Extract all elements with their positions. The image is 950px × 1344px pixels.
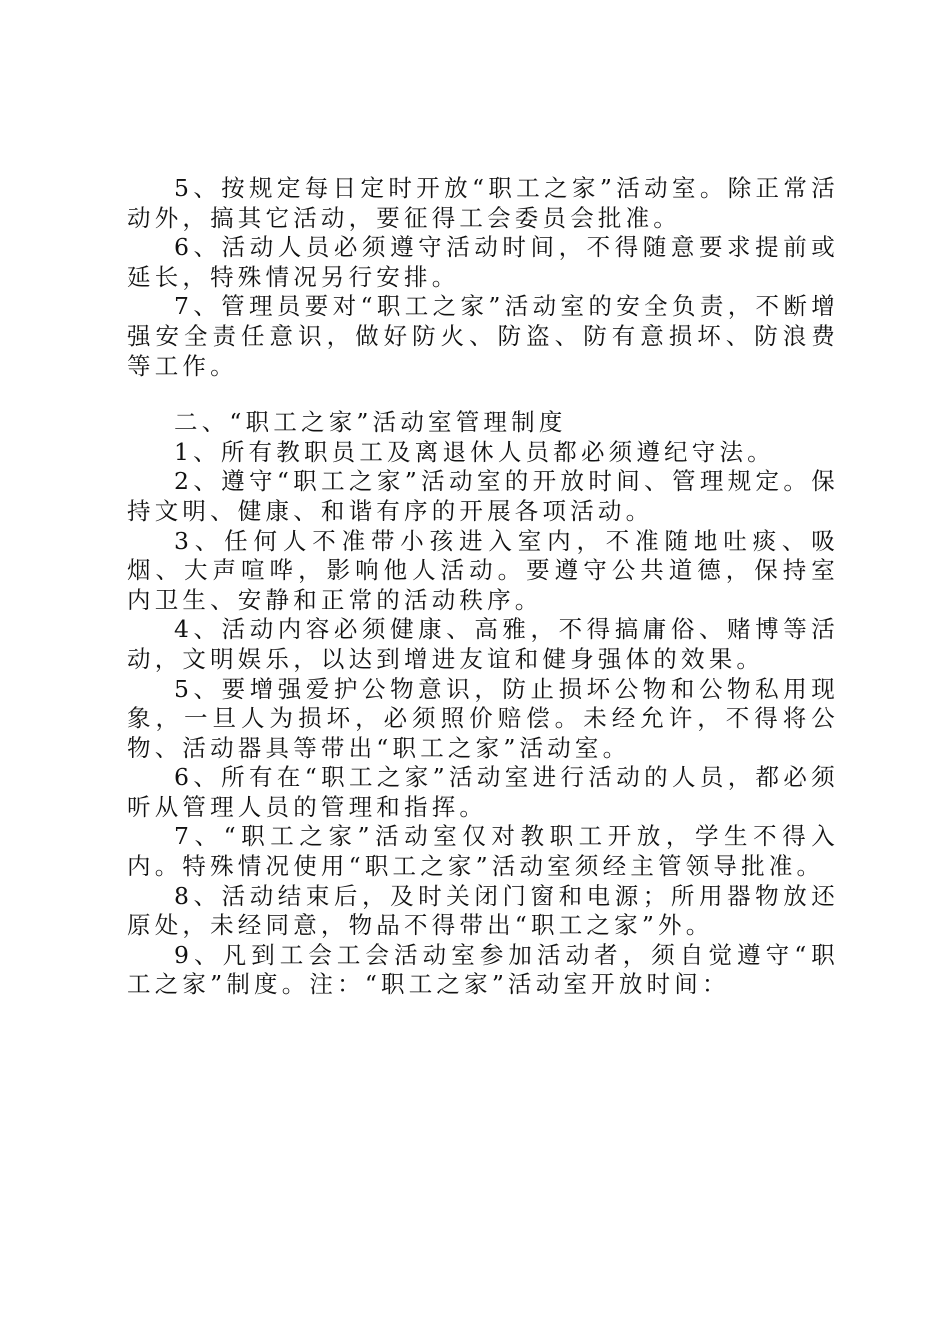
rule-item-6: 6、所有在“职工之家”活动室进行活动的人员，都必须听从管理人员的管理和指挥。 xyxy=(127,763,839,821)
rule-item-7: 7、“职工之家”活动室仅对教职工开放，学生不得入内。特殊情况使用“职工之家”活动室须经主管领导批准。 xyxy=(127,822,839,881)
section-heading: 二、“职工之家”活动室管理制度 xyxy=(174,408,567,437)
document-body xyxy=(127,174,839,1000)
rule-item-9: 9、凡到工会工会活动室参加活动者，须自觉遵守“职工之家”制度。注：“职工之家”活动室开放时间： xyxy=(127,940,839,999)
rule-item-4: 4、活动内容必须健康、高雅，不得搞庸俗、赌博等活动，文明娱乐，以达到增进友谊和健身强体的效果。 xyxy=(127,615,839,673)
rule-item-1: 1、所有教职员工及离退休人员都必须遵纪守法。 xyxy=(174,437,775,466)
paragraph-opening-hours: 5、按规定每日定时开放“职工之家”活动室。除正常活动外，搞其它活动，要征得工会委员会批准。 xyxy=(127,174,839,232)
paragraph-safety-responsibility: 7、管理员要对“职工之家”活动室的安全负责，不断增强安全责任意识，做好防火、防盗、防有意损坏、防浪费等工作。 xyxy=(127,292,839,380)
rule-item-2: 2、遵守“职工之家”活动室的开放时间、管理规定。保持文明、健康、和谐有序的开展各项活动。 xyxy=(127,467,839,525)
rule-item-3: 3、任何人不准带小孩进入室内，不准随地吐痰、吸烟、大声喧哗，影响他人活动。要遵守公共道德，保持室内卫生、安静和正常的活动秩序。 xyxy=(127,526,839,614)
paragraph-activity-time: 6、活动人员必须遵守活动时间，不得随意要求提前或延长，特殊情况另行安排。 xyxy=(127,233,839,291)
rule-item-5: 5、要增强爱护公物意识，防止损坏公物和公物私用现象，一旦人为损坏，必须照价赔偿。未经允许，不得将公物、活动器具等带出“职工之家”活动室。 xyxy=(127,674,839,762)
rule-item-8: 8、活动结束后，及时关闭门窗和电源；所用器物放还原处，未经同意，物品不得带出“职工之家”外。 xyxy=(127,881,839,940)
section-spacer xyxy=(127,381,839,408)
